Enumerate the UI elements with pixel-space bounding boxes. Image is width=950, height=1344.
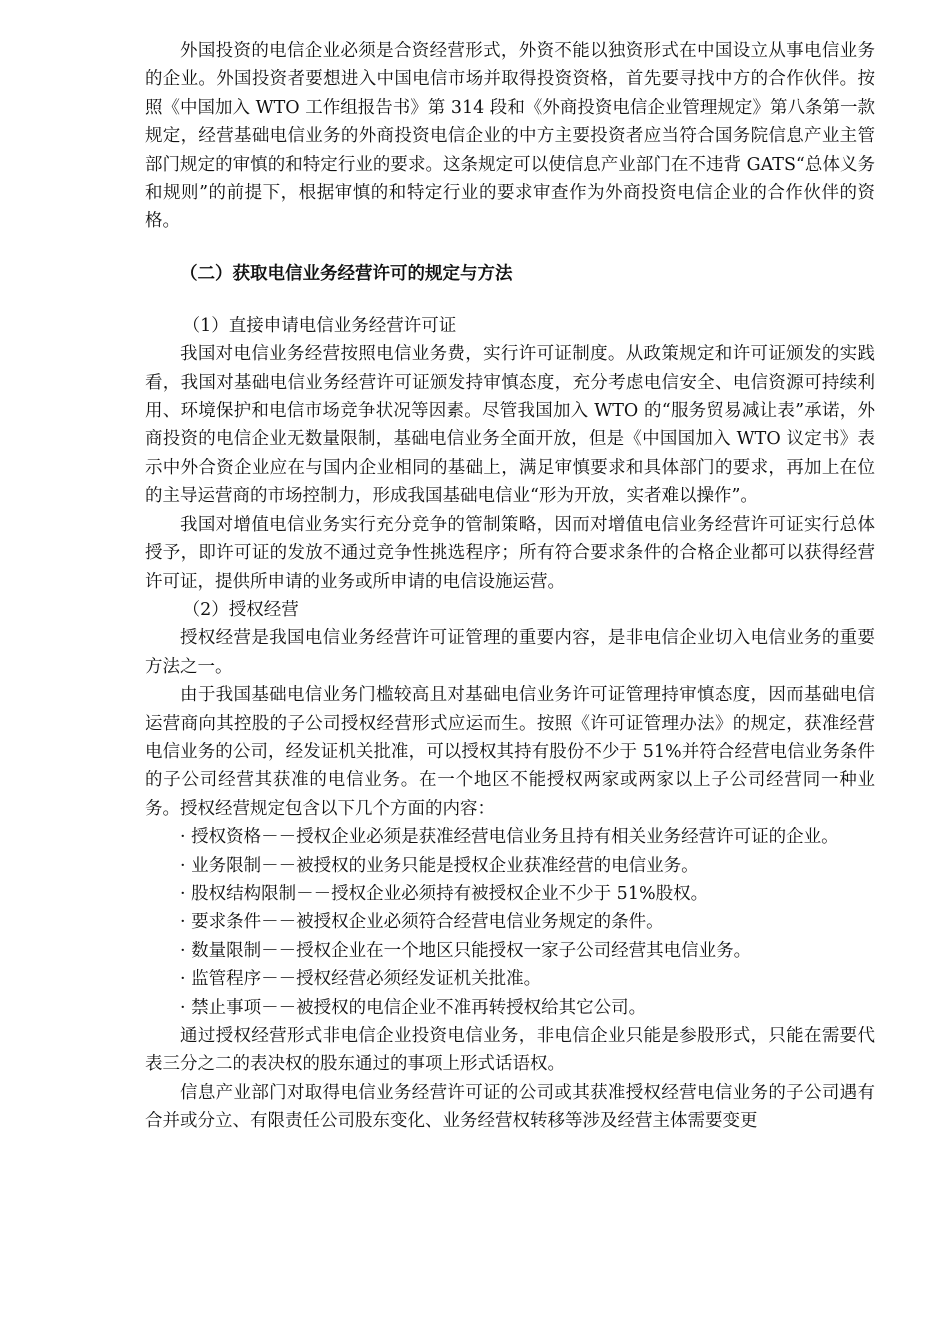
bullet-item: · 业务限制－－被授权的业务只能是授权企业获准经营的电信业务。 — [180, 855, 699, 876]
direct-application-paragraph-2: 我国对增值电信业务实行充分竞争的管制策略，因而对增值电信业务经营许可证实行总体授予，即许可证的发放不通过竞争性挑选程序；所有符合要求条件的合格企业都可以获得经营许可证，提供所申请的业务或所申请的电信设施运营。 — [145, 514, 875, 592]
direct-application-paragraph-1: 我国对电信业务经营按照电信业务费，实行许可证制度。从政策规定和许可证颁发的实践看，我国对基础电信业务经营许可证颁发持审慎态度，充分考虑电信安全、电信资源可持续利用、环境保护和电信市场竞争状况等因素。尽管我国加入 WTO 的“服务贸易减让表”承诺，外商投资的电信企业无数量限制，基础电信业务全面开放，但是《中国国加入 WTO 议定书》表示中外合资企业应在与国内企业相同的基础上，满足审慎要求和具体部门的要求，再加上在位的主导运营商的市场控制力，形成我国基础电信业“形为开放，实者难以操作”。 — [145, 344, 875, 507]
authorized-operation-paragraph-1: 授权经营是我国电信业务经营许可证管理的重要内容，是非电信企业切入电信业务的重要方法之一。 — [145, 628, 875, 677]
bullet-item: · 禁止事项－－被授权的电信企业不准再转授权给其它公司。 — [180, 997, 647, 1018]
bullet-item: · 授权资格－－授权企业必须是获准经营电信业务且持有相关业务经营许可证的企业。 — [180, 827, 839, 848]
closing-paragraph-1: 通过授权经营形式非电信企业投资电信业务，非电信企业只能是参股形式，只能在需要代表三分之二的表决权的股东通过的事项上形式话语权。 — [145, 1026, 875, 1075]
closing-paragraph-2: 信息产业部门对取得电信业务经营许可证的公司或其获准授权经营电信业务的子公司遇有合并或分立、有限责任公司股东变化、业务经营权转移等涉及经营主体需要变更 — [145, 1082, 875, 1132]
intro-paragraph: 外国投资的电信企业必须是合资经营形式，外资不能以独资形式在中国设立从事电信业务的企业。外国投资者要想进入中国电信市场并取得投资资格，首先要寻找中方的合作伙伴。按照《中国加入 WTO 工作组报告书》第 314 段和《外商投资电信企业管理规定》第八条第一款规定，经营基础电信业务的外商投资电信企业的中方主要投资者应当符合国务院信息产业主管部门规定的审慎的和特定行业的要求。这条规定可以使信息产业部门在不违背 GATS“总体义务和规则”的前提下，根据审慎的和特定行业的要求审查作为外商投资电信企业的合作伙伴的资格。 — [145, 41, 875, 232]
bullet-item: · 监管程序－－授权经营必须经发证机关批准。 — [180, 969, 542, 990]
bullet-item: · 数量限制－－授权企业在一个地区只能授权一家子公司经营其电信业务。 — [180, 940, 752, 961]
subsection-title-direct-application: （1）直接申请电信业务经营许可证 — [182, 315, 457, 336]
section-heading: （二）获取电信业务经营许可的规定与方法 — [180, 263, 513, 284]
subsection-title-authorized-operation: （2）授权经营 — [182, 599, 299, 620]
bullet-item: · 股权结构限制－－授权企业必须持有被授权企业不少于 51%股权。 — [180, 883, 709, 904]
bullet-item: · 要求条件－－被授权企业必须符合经营电信业务规定的条件。 — [180, 912, 664, 933]
authorized-operation-paragraph-2: 由于我国基础电信业务门槛较高且对基础电信业务许可证管理持审慎态度，因而基础电信运营商向其控股的子公司授权经营形式应运而生。按照《许可证管理办法》的规定，获准经营电信业务的公司，经发证机关批准，可以授权其持有股份不少于 51%并符合经营电信业务条件的子公司经营其获准的电信业务。在一个地区不能授权两家或两家以上子公司经营同一种业务。授权经营规定包含以下几个方面的内容： — [145, 685, 875, 819]
document-body — [145, 37, 875, 1136]
